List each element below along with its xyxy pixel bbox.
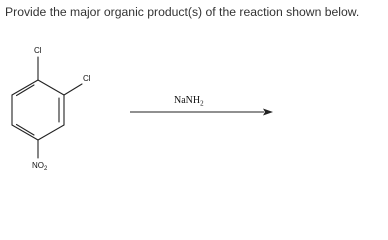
nitro-group-label xyxy=(32,161,48,172)
nitro-group-subscript: 2 xyxy=(44,166,48,172)
ring-bond-3 xyxy=(38,125,64,140)
question-prompt: Provide the major organic product(s) of the reaction shown below. xyxy=(5,5,360,19)
reaction-arrow xyxy=(130,109,273,116)
reagent-subscript: 2 xyxy=(200,99,204,108)
reagent-main: NaNH xyxy=(174,95,201,106)
reagent-label xyxy=(174,95,204,108)
reactant-molecule xyxy=(12,57,82,158)
ring-double-bond-3 xyxy=(17,85,35,96)
ring-bond-1 xyxy=(38,80,64,95)
bond-to-meta-chlorine xyxy=(64,84,82,95)
nitro-group-main: NO xyxy=(32,161,44,170)
ring-double-bond-2 xyxy=(17,125,35,136)
reaction-arrow-head xyxy=(263,109,273,116)
ring-bond-6 xyxy=(12,80,38,95)
chlorine-top-label: Cl xyxy=(34,46,42,55)
chlorine-meta-label: Cl xyxy=(83,74,91,83)
ring-bond-4 xyxy=(12,125,38,140)
